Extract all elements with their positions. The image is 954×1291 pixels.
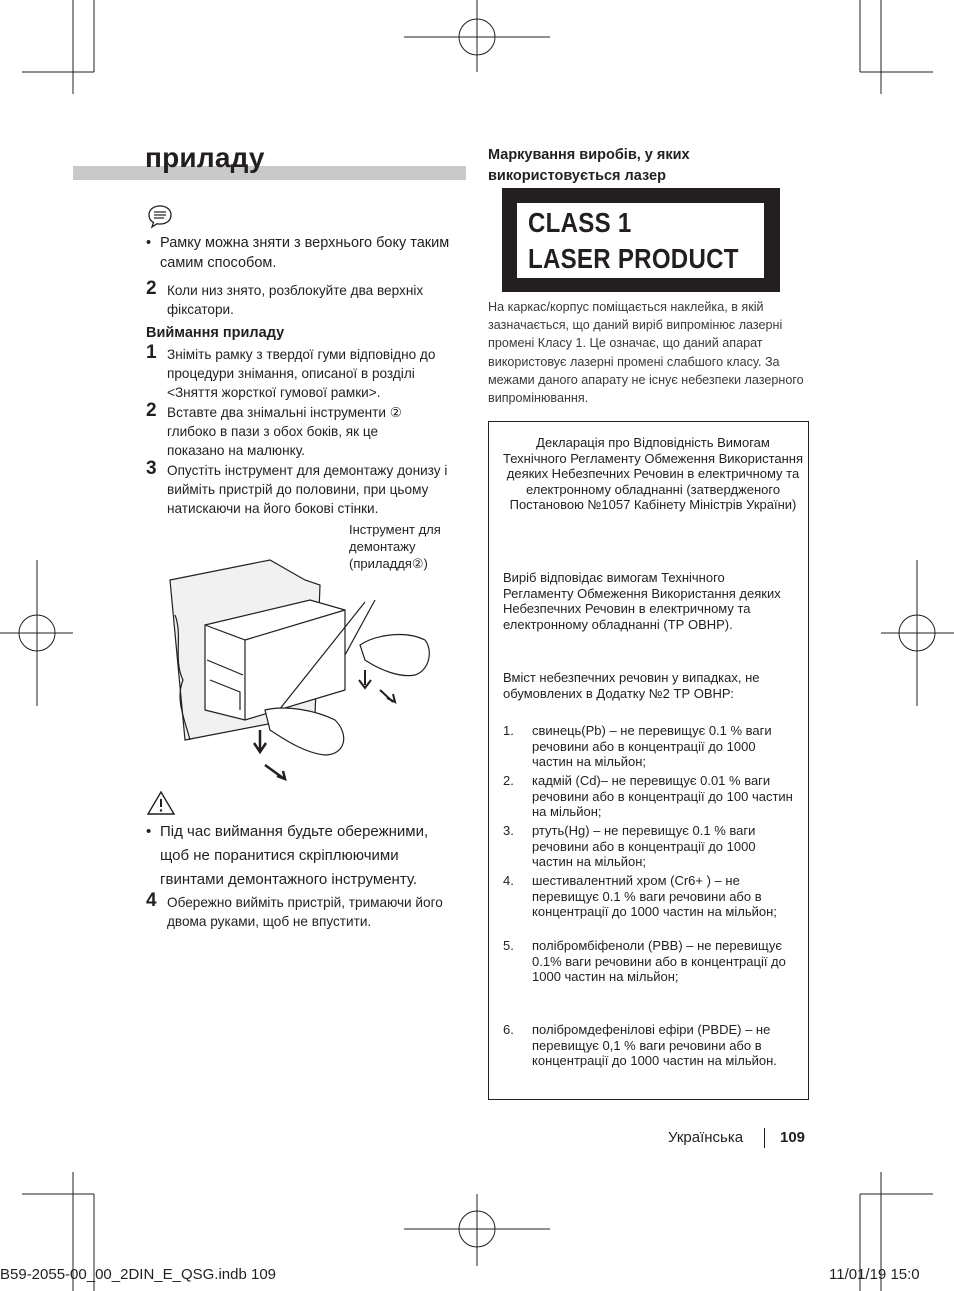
list-item: свинець(Pb) – не перевищує 0.1 % ваги речовини або в концентрації до 1000 частин на мільйон; [532, 723, 772, 770]
list-number: 1. [503, 723, 514, 738]
step-number: 3 [146, 458, 157, 479]
list-number: 3. [503, 823, 514, 838]
laser-label-text [528, 205, 739, 277]
footer-divider [764, 1128, 765, 1148]
laser-heading: Маркування виробів, у яких використовується лазер [488, 147, 690, 184]
list-number: 6. [503, 1022, 514, 1037]
figure-caption: Інструмент для демонтажу (приладдя②) [349, 522, 441, 571]
print-slug-date: 11/01/19 15:0 [829, 1266, 920, 1283]
print-slug-file: B59-2055-00_00_2DIN_E_QSG.indb 109 [0, 1266, 277, 1283]
page-number: 109 [780, 1129, 806, 1146]
step-number: 2 [146, 400, 157, 421]
declaration-paragraph: Виріб відповідає вимогам Технічного Регламенту Обмеження Використання деяких Небезпечних Речовин в електричному та електронному обладнанні (ТР ОВНР). [503, 570, 781, 632]
step-text: Коли низ знято, розблокуйте два верхніх фіксатори. [167, 283, 424, 318]
removal-illustration [165, 540, 455, 785]
laser-line-1: CLASS 1 [528, 207, 632, 238]
bullet-dot: • [146, 235, 152, 251]
step-text: Опустіть інструмент для демонтажу донизу і вийміть пристрій до половини, при цьому натискаючи на його бокові стінки. [167, 463, 448, 517]
bullet-dot: • [146, 823, 152, 840]
list-item: шестивалентний хром (Cr6+ ) – не перевищує 0.1 % ваги речовини або в концентрації до 1000 частин на мільйон; [532, 873, 777, 920]
title-bar [73, 166, 466, 180]
warning-icon [146, 790, 176, 816]
step-number: 1 [146, 342, 157, 363]
list-item: полібромбіфеноли (PBB) – не перевищує 0.1% ваги речовини або в концентрації до 1000 частин на мільйон; [532, 938, 786, 985]
step-text: Обережно вийміть пристрій, тримаючи його двома руками, щоб не впустити. [167, 895, 443, 930]
declaration-title: Декларація про Відповідність Вимогам Технічного Регламенту Обмеження Використання деяких Небезпечних Речовин в електричному та електронному обладнанні (затвердженого Постановою №1057 Кабінету Міністрів України) [503, 435, 804, 513]
list-item: ртуть(Hg) – не перевищує 0.1 % ваги речовини або в концентрації до 1000 частин на мільйон; [532, 823, 756, 870]
laser-paragraph: На каркас/корпус поміщається наклейка, в якій зазначається, що даний виріб випромінює лазерні промені Класу 1. Це означає, що даний апарат використовує лазерні промені слабшого класу. За межами даного апарату не існує небезпеки лазерного випромінювання. [488, 300, 804, 406]
list-number: 2. [503, 773, 514, 788]
declaration-paragraph: Вміст небезпечних речовин у випадках, не обумовлених в Додатку №2 ТР ОВНР: [503, 670, 760, 701]
footer-language: Українська [668, 1129, 744, 1146]
list-item: кадмій (Cd)– не перевищує 0.01 % ваги речовини або в концентрації до 100 частин на мільйон; [532, 773, 793, 820]
subheading: Виймання приладу [146, 325, 285, 341]
list-number: 4. [503, 873, 514, 888]
list-item: полібромдефенілові ефіри (PBDE) – не перевищує 0,1 % ваги речовини або в концентрації до 1000 частин на мільйон. [532, 1022, 777, 1069]
step-number: 2 [146, 278, 157, 299]
note-bullet-text: Рамку можна зняти з верхнього боку таким самим способом. [160, 235, 450, 271]
list-number: 5. [503, 938, 514, 953]
laser-line-2: LASER PRODUCT [528, 243, 739, 274]
step-text: Вставте два знімальні інструменти ② глибоко в пази з обох боків, як це показано на малюнку. [167, 405, 402, 459]
section-title: приладу [145, 142, 265, 173]
note-icon [146, 203, 174, 231]
step-number: 4 [146, 890, 157, 911]
caution-text: Під час виймання будьте обережними, щоб не поранитися скріплюючими гвинтами демонтажного інструменту. [160, 823, 429, 888]
step-text: Зніміть рамку з твердої гуми відповідно до процедури знімання, описаної в розділі <Зняття жорсткої гумової рамки>. [167, 347, 436, 401]
